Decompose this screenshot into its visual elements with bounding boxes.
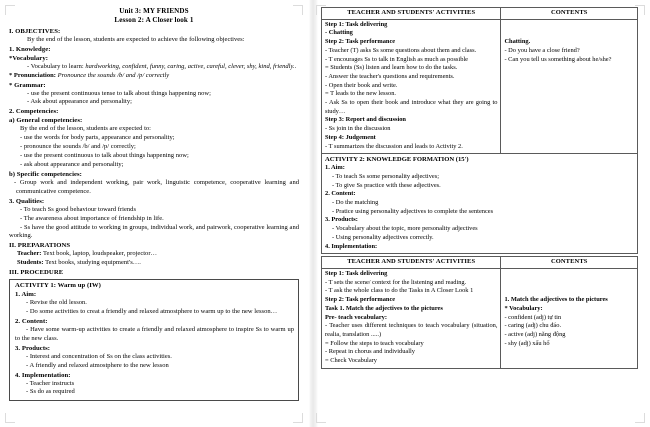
activity-2-products-item-0: - Vocabulary about the topic, more personality adjectives bbox=[332, 225, 478, 233]
preparations-teacher-label: Teacher: bbox=[17, 250, 42, 258]
competencies-heading: 2. Competencies: bbox=[9, 108, 59, 116]
activity-2-aim-heading: 1. Aim: bbox=[325, 164, 345, 172]
activity-2-content-item-1: - Pratice using personality adjectives to complete the sentences bbox=[332, 207, 494, 215]
activity-1-aim-item-1: - Do some activities to creat a friendly and relaxed atmostphere to warm up to the new lesson… bbox=[26, 308, 278, 316]
specific-competencies-text: - Group work and independent working, pair work, linguistic competence, cooperative learning and communicative competence. bbox=[14, 178, 299, 195]
grammar-item-1: - Ask about appearance and personality; bbox=[27, 98, 132, 106]
activity-1-content-item-0: - Have some warm-up activities to create a friendly and relaxed atmosphere to inspire Ss to warm up to the new class. bbox=[15, 325, 294, 342]
vocabulary-items: hardworking, confident, funny, caring, active, careful, clever, shy, kind, friendly.. bbox=[85, 62, 297, 70]
table1-activity-line-3: - Teacher (T) asks Ss some questions about them and class. bbox=[325, 46, 477, 54]
table1-activity-line-4: - T encourages Ss to talk in English as much as possible bbox=[325, 55, 469, 63]
objectives-heading: I. OBJECTIVES: bbox=[9, 27, 61, 35]
activity-2-row bbox=[322, 154, 638, 254]
table1-activity-line-8: = T leads to the new lesson. bbox=[325, 90, 396, 98]
table-row bbox=[322, 268, 638, 368]
activity-1-products-item-1: - A friendly and relaxed atmostphere to the new lesson bbox=[26, 361, 169, 369]
unit-title: Unit 3: MY FRIENDS bbox=[119, 7, 189, 15]
activity-1-table bbox=[321, 7, 638, 254]
specific-competencies-heading: b) Specific competencies: bbox=[9, 170, 82, 178]
activity-1-aim-item-0: - Revise the old lesson. bbox=[26, 299, 87, 307]
table2-content-line-0: 1. Match the adjectives to the pictures bbox=[504, 296, 608, 304]
activity-2-title: ACTIVITY 2: KNOWLEDGE FORMATION (15') bbox=[325, 156, 469, 164]
table2-activity-line-6: - Teacher uses different techniques to teach vocabulary (situation, realia, translation .....) bbox=[325, 322, 498, 338]
general-competencies-heading: a) General competencies: bbox=[9, 117, 83, 125]
activity-1-products-item-0: - Interest and concentration of Ss on the class activities. bbox=[26, 352, 172, 360]
general-competency-item-1: - pronounce the sounds /b/ and /p/ correctly; bbox=[20, 143, 136, 151]
table2-content-line-2: - confident (adj) tự tin bbox=[504, 313, 562, 321]
activity-2-content-heading: 2. Content: bbox=[325, 190, 356, 198]
activity-1-products-heading: 3. Products: bbox=[15, 344, 51, 352]
activity-1-content-heading: 2. Content: bbox=[15, 317, 48, 325]
activity-2-table bbox=[321, 256, 638, 368]
table1-activity-line-0: Step 1: Task delivering bbox=[325, 20, 388, 28]
table1-activity-line-12: Step 4: Judgement bbox=[325, 133, 376, 141]
table2-header-activities: TEACHER AND STUDENTS' ACTIVITIES bbox=[322, 257, 501, 269]
objectives-intro: By the end of the lesson, students are expected to achieve the following objectives: bbox=[27, 35, 245, 43]
table2-content-line-4: - active (adj) năng động bbox=[504, 330, 566, 338]
table2-activity-line-4: Task 1. Match the adjectives to the pictures bbox=[325, 304, 443, 312]
crop-mark-bottom-right bbox=[293, 413, 303, 423]
table2-activity-line-8: - Repeat in chorus and individually bbox=[325, 348, 415, 356]
vocabulary-heading: *Vocabulary: bbox=[9, 54, 48, 62]
table2-content-line-1: * Vocabulary: bbox=[504, 304, 543, 312]
preparations-students-label: Students: bbox=[17, 259, 44, 267]
table1-header-contents: CONTENTS bbox=[501, 8, 638, 20]
left-page bbox=[0, 0, 309, 427]
table1-activities-cell bbox=[322, 19, 501, 154]
activity-1-aim-heading: 1. Aim: bbox=[15, 291, 37, 299]
table1-activity-line-13: - T summarizes the discussion and leads to Activity 2. bbox=[325, 142, 463, 150]
table1-activity-line-9: - Ask Ss to open their book and introduce what they are going to study… bbox=[325, 99, 498, 115]
grammar-item-0: - use the present continuous tense to talk about things happening now; bbox=[27, 89, 211, 97]
table2-activity-line-3: Step 2: Task performance bbox=[325, 296, 396, 304]
left-page-body bbox=[0, 0, 309, 401]
qualities-item-0: - To teach Ss good behaviour toward friends bbox=[20, 205, 136, 213]
activity-2-content-item-0: - Do the matching bbox=[332, 199, 379, 207]
preparations-students bbox=[9, 259, 299, 268]
vocabulary-label: - Vocabulary to learn: bbox=[27, 62, 84, 70]
table2-activity-line-0: Step 1: Task delivering bbox=[325, 269, 388, 277]
preparations-teacher bbox=[9, 250, 299, 259]
table2-contents-cell bbox=[501, 268, 638, 368]
knowledge-heading: 1. Knowledge: bbox=[9, 45, 51, 53]
pronunciation-label: * Pronunciation: bbox=[9, 71, 56, 79]
general-competency-item-3: - ask about appearance and personality; bbox=[20, 160, 124, 168]
right-page bbox=[309, 0, 650, 427]
general-competency-item-2: - use the present continuous to talk about things happening now; bbox=[20, 152, 189, 160]
preparations-teacher-text: Text book, laptop, loudspeaker, projector… bbox=[43, 250, 158, 258]
crop-mark-bottom-right bbox=[635, 413, 645, 423]
table2-activity-line-9: = Check Vocabulary bbox=[325, 357, 377, 365]
table2-activity-line-2: - T ask the whole class to do the Tasks in A Closer Look 1 bbox=[325, 287, 474, 295]
table2-content-line-5: - shy (adj) xấu hổ bbox=[504, 339, 550, 347]
right-page-body bbox=[309, 0, 650, 369]
crop-mark-bottom-left bbox=[5, 413, 15, 423]
table-header-row bbox=[322, 8, 638, 20]
activity-2-products-heading: 3. Products: bbox=[325, 216, 358, 224]
table1-activity-line-6: - Answer the teacher's questions and requirements. bbox=[325, 72, 455, 80]
table1-activity-line-10: Step 3: Report and discussion bbox=[325, 116, 406, 124]
preparations-students-text: Text books, studying equipment's…. bbox=[45, 259, 141, 267]
table1-header-activities: TEACHER AND STUDENTS' ACTIVITIES bbox=[322, 8, 501, 20]
table1-activity-line-2: Step 2: Task performance bbox=[325, 38, 396, 46]
activity-2-implementation-heading: 4. Implementation: bbox=[325, 242, 378, 250]
general-competency-item-0: - use the words for body parts, appearance and personality; bbox=[20, 134, 175, 142]
activity-2-aim-item-1: - To give Ss practice with these adjectives. bbox=[332, 181, 441, 189]
activity-2-cell bbox=[322, 154, 638, 254]
table2-content-line-3: - caring (adj) chu đáo. bbox=[504, 322, 562, 330]
table1-content-line-1: - Do you have a close friend? bbox=[504, 46, 580, 54]
table-header-row bbox=[322, 257, 638, 269]
pronunciation-text: Pronounce the sounds /b/ and /p/ correctly bbox=[57, 71, 170, 79]
activity-2-products-item-1: - Using personality adjectives correctly. bbox=[332, 233, 434, 241]
table1-content-line-2: - Can you tell us something about he/she? bbox=[504, 55, 612, 63]
grammar-heading: * Grammar: bbox=[9, 81, 46, 89]
preparations-heading: II. PREPARATIONS bbox=[9, 242, 71, 250]
activity-1-implementation-item-0: - Teacher instructs bbox=[26, 379, 75, 387]
activity-1-implementation-heading: 4. Implementation: bbox=[15, 371, 71, 379]
vocabulary-line bbox=[9, 63, 299, 72]
table1-activity-line-7: - Open their book and write. bbox=[325, 81, 398, 89]
general-competencies-intro: By the end of the lesson, students are expected to: bbox=[20, 125, 151, 133]
table2-contents-spacer bbox=[504, 270, 634, 296]
crop-mark-bottom-left bbox=[316, 413, 326, 423]
table1-content-line-0: Chatting. bbox=[504, 38, 531, 46]
pronunciation-line bbox=[9, 72, 299, 81]
lesson-title: Lesson 2: A Closer look 1 bbox=[114, 16, 194, 25]
table2-activities-cell bbox=[322, 268, 501, 368]
table2-activity-line-1: - T sets the scene/ context for the listening and reading. bbox=[325, 278, 467, 286]
table1-contents-cell bbox=[501, 19, 638, 154]
procedure-heading: III. PROCEDURE bbox=[9, 269, 64, 277]
activity-1-box bbox=[9, 279, 299, 401]
table1-activity-line-5: = Students (Ss) listen and learn how to do the tasks. bbox=[325, 64, 458, 72]
table1-activity-line-1: - Chatting bbox=[325, 29, 353, 37]
qualities-item-1: - The awareness about importance of friendship in life. bbox=[20, 214, 164, 222]
activity-2-aim-item-0: - To teach Ss some personality adjectives; bbox=[332, 172, 439, 180]
qualities-item-2: - Ss have the good attitude to working in groups, individual work, and pairwork, cooperative learning and working. bbox=[9, 223, 299, 240]
table2-header-contents: CONTENTS bbox=[501, 257, 638, 269]
table1-activity-line-11: - Ss join in the discussion bbox=[325, 125, 391, 133]
activity-1-title: ACTIVITY 1: Warm up (IW) bbox=[15, 282, 101, 290]
table-row bbox=[322, 19, 638, 154]
qualities-heading: 3. Qualities: bbox=[9, 197, 45, 205]
activity-1-implementation-item-1: - Ss do as required bbox=[26, 388, 75, 396]
table1-contents-spacer bbox=[504, 21, 634, 39]
table2-activity-line-5: Pre- teach vocabulary: bbox=[325, 313, 387, 321]
table2-activity-line-7: = Follow the steps to teach vocabulary bbox=[325, 339, 424, 347]
